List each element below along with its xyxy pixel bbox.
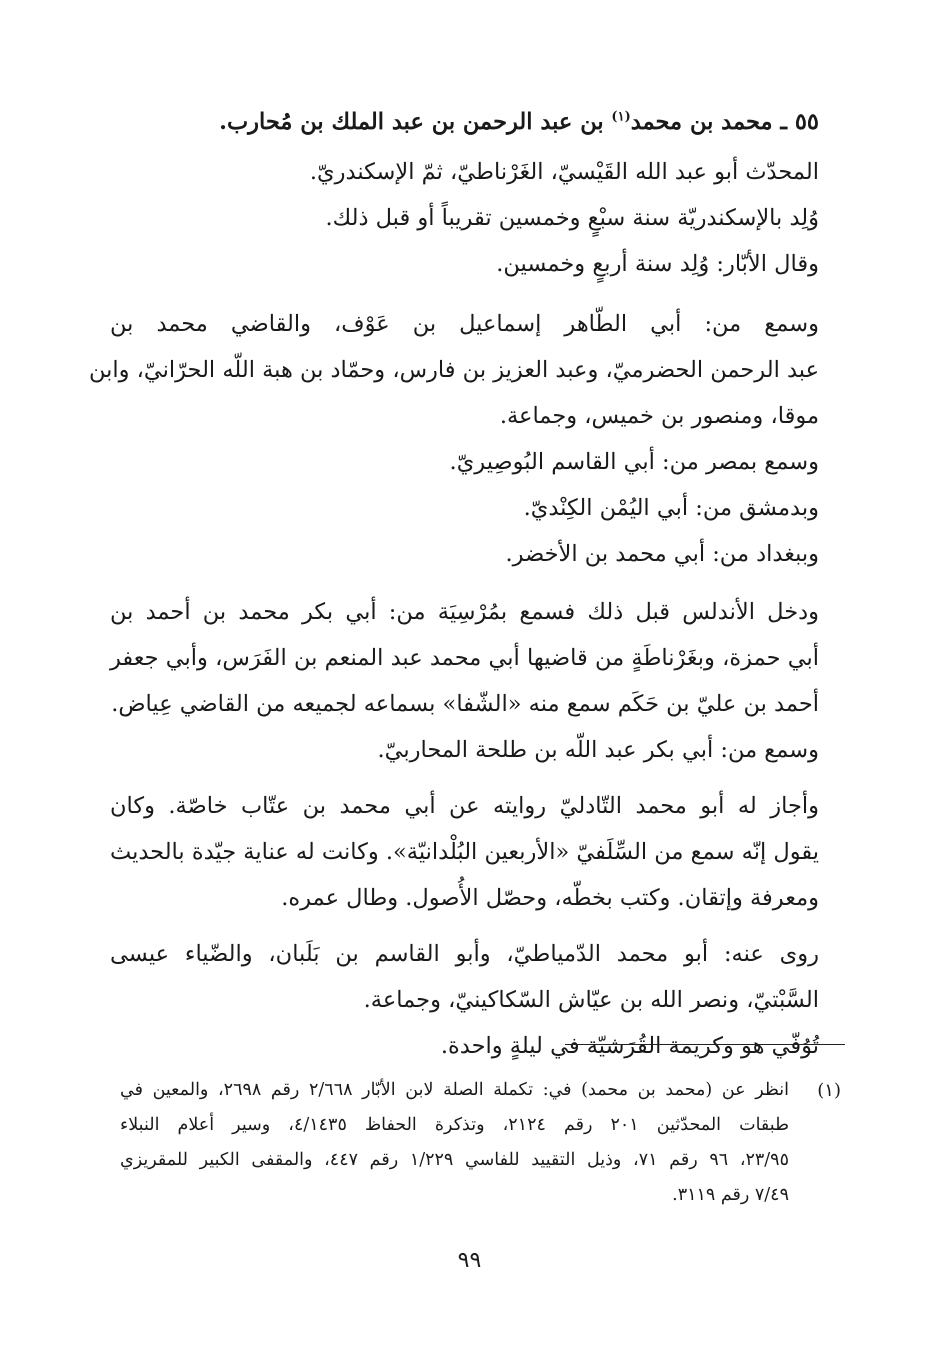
body-line-17: روى عنه: أبو محمد الدّمياطيّ، وأبو القاسم بن بَلَبان، والضّياء عيسى (110, 941, 819, 967)
body-line-3: وقال الأبّار: وُلِد سنة أربعٍ وخمسين. (496, 251, 819, 277)
footnote-line-4: ٧/٤٩ رقم ٣١١٩. (672, 1185, 789, 1205)
body-line-2: وُلِد بالإسكندريّة سنة سبْعٍ وخمسين تقريباً أو قبل ذلك. (325, 205, 819, 231)
footnote-separator (565, 1044, 845, 1045)
body-line-13: وسمع من: أبي بكر عبد اللّه بن طلحة المحاربيّ. (377, 737, 819, 763)
body-line-6: موقا، ومنصور بن خميس، وجماعة. (499, 403, 819, 429)
footnote-marker: (١) (611, 109, 631, 125)
body-line-5: عبد الرحمن الحضرميّ، وعبد العزيز بن فارس، وحمّاد بن هبة اللّه الحرّانيّ، وابن (88, 357, 819, 383)
page-number: ٩٩ (457, 1248, 482, 1273)
heading-suffix: بن عبد الرحمن بن عبد الملك بن مُحارب. (219, 109, 612, 135)
body-line-18: السَّبْتيّ، ونصر الله بن عيّاش السّكاكينيّ، وجماعة. (363, 987, 819, 1013)
footnote-number: (١) (817, 1080, 841, 1101)
body-line-12: أحمد بن عليّ بن حَكَم سمع منه «الشّفا» بسماعه لجميعه من القاضي عِياض. (111, 691, 819, 717)
heading-prefix: ٥٥ ـ محمد بن محمد (630, 109, 819, 135)
body-line-4: وسمع من: أبي الطّاهر إسماعيل بن عَوْف، والقاضي محمد بن (110, 311, 819, 337)
body-line-7: وسمع بمصر من: أبي القاسم البُوصِيريّ. (449, 449, 819, 475)
body-line-8: وبدمشق من: أبي اليُمْن الكِنْديّ. (523, 495, 819, 521)
body-line-9: وببغداد من: أبي محمد بن الأخضر. (505, 541, 819, 567)
body-line-16: ومعرفة وإتقان. وكتب بخطّه، وحصّل الأُصول. وطال عمره. (281, 885, 819, 911)
body-line-10: ودخل الأندلس قبل ذلك فسمع بمُرْسِيَة من: أبي بكر محمد بن أحمد بن (110, 599, 819, 625)
body-line-11: أبي حمزة، وبغَرْناطَةٍ من قاضيها أبي محمد عبد المنعم بن الفَرَس، وأبي جعفر (110, 645, 819, 671)
footnote-line-2: طبقات المحدّثين ٢٠١ رقم ٢١٢٤، وتذكرة الحفاظ ٤/١٤٣٥، وسير أعلام النبلاء (120, 1115, 789, 1135)
footnote-line-3: ٢٣/٩٥، ٩٦ رقم ٧١، وذيل التقييد للفاسي ١/٢٢٩ رقم ٤٤٧، والمقفى الكبير للمقريزي (120, 1150, 789, 1170)
footnote-line-1: انظر عن (محمد بن محمد) في: تكملة الصلة لابن الأبّار ٢/٦٦٨ رقم ٢٦٩٨، والمعين في (120, 1080, 789, 1100)
body-line-19: تُوُفّي هو وكريمة القُرَشيّة في ليلةٍ واحدة. (440, 1033, 819, 1059)
entry-heading (110, 108, 819, 136)
body-line-15: يقول إنّه سمع من السِّلَفيّ «الأربعين البُلْدانيّة». وكانت له عناية جيّدة بالحديث (110, 839, 819, 865)
body-line-14: وأجاز له أبو محمد التّادليّ روايته عن أبي محمد بن عتّاب خاصّة. وكان (110, 793, 819, 819)
body-line-1: المحدّث أبو عبد الله القَيْسيّ، الغَرْناطيّ، ثمّ الإسكندريّ. (309, 159, 819, 185)
